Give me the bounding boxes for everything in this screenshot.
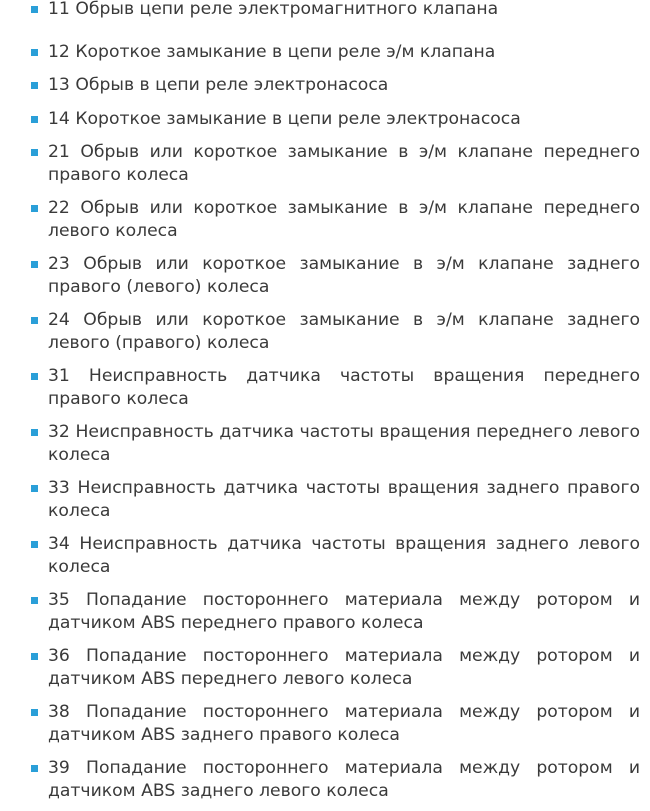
fault-code-text: 13 Обрыв в цепи реле электронасоса xyxy=(48,75,389,95)
fault-code-item xyxy=(48,0,640,21)
fault-code-text: 33 Неисправность датчика частоты вращения заднего правого колеса xyxy=(48,478,640,521)
fault-code-text: 31 Неисправность датчика частоты вращения переднего правого колеса xyxy=(48,366,640,409)
fault-code-item xyxy=(48,141,640,186)
fault-code-text: 21 Обрыв или короткое замыкание в э/м клапане переднего правого колеса xyxy=(48,142,640,185)
fault-code-text: 32 Неисправность датчика частоты вращения переднего левого колеса xyxy=(48,422,640,465)
fault-code-text: 23 Обрыв или короткое замыкание в э/м клапане заднего правого (левого) колеса xyxy=(48,254,640,297)
fault-code-text: 22 Обрыв или короткое замыкание в э/м клапане переднего левого колеса xyxy=(48,198,640,241)
fault-code-text: 14 Короткое замыкание в цепи реле электронасоса xyxy=(48,108,521,129)
fault-code-text: 35 Попадание постороннего материала между ротором и датчиком ABS переднего правого колеса xyxy=(48,590,640,633)
square-bullet-icon xyxy=(31,429,38,436)
fault-code-item xyxy=(48,645,640,690)
fault-code-text: 38 Попадание постороннего материала между ротором и датчиком ABS заднего правого колеса xyxy=(48,702,640,745)
fault-code-item xyxy=(48,309,640,354)
square-bullet-icon xyxy=(31,653,38,660)
square-bullet-icon xyxy=(31,541,38,548)
fault-code-item xyxy=(48,41,640,64)
square-bullet-icon xyxy=(31,317,38,324)
square-bullet-icon xyxy=(31,765,38,772)
fault-code-item xyxy=(48,701,640,746)
square-bullet-icon xyxy=(31,373,38,380)
fault-code-text: 36 Попадание постороннего материала между ротором и датчиком ABS переднего левого колеса xyxy=(48,646,640,689)
fault-code-item xyxy=(48,533,640,578)
fault-code-item xyxy=(48,421,640,466)
square-bullet-icon xyxy=(31,597,38,604)
square-bullet-icon xyxy=(31,49,38,56)
fault-code-text: 24 Обрыв или короткое замыкание в э/м клапане заднего левого (правого) колеса xyxy=(48,310,640,353)
square-bullet-icon xyxy=(31,116,38,123)
fault-code-text: 34 Неисправность датчика частоты вращения заднего левого колеса xyxy=(48,534,640,577)
fault-code-item xyxy=(48,757,640,802)
fault-code-item xyxy=(48,74,640,97)
fault-code-item xyxy=(48,477,640,522)
fault-code-item xyxy=(48,197,640,242)
fault-code-item xyxy=(48,365,640,410)
square-bullet-icon xyxy=(31,261,38,268)
square-bullet-icon xyxy=(31,709,38,716)
square-bullet-icon xyxy=(31,82,38,89)
fault-code-text: 39 Попадание постороннего материала между ротором и датчиком ABS заднего левого колеса xyxy=(48,758,640,801)
square-bullet-icon xyxy=(31,485,38,492)
square-bullet-icon xyxy=(31,205,38,212)
square-bullet-icon xyxy=(31,149,38,156)
fault-code-text: 11 Обрыв цепи реле электромагнитного клапана xyxy=(48,0,499,19)
fault-code-item xyxy=(48,253,640,298)
fault-code-text: 12 Короткое замыкание в цепи реле э/м клапана xyxy=(48,41,496,62)
square-bullet-icon xyxy=(31,6,38,13)
fault-code-item xyxy=(48,108,640,131)
fault-code-item xyxy=(48,589,640,634)
